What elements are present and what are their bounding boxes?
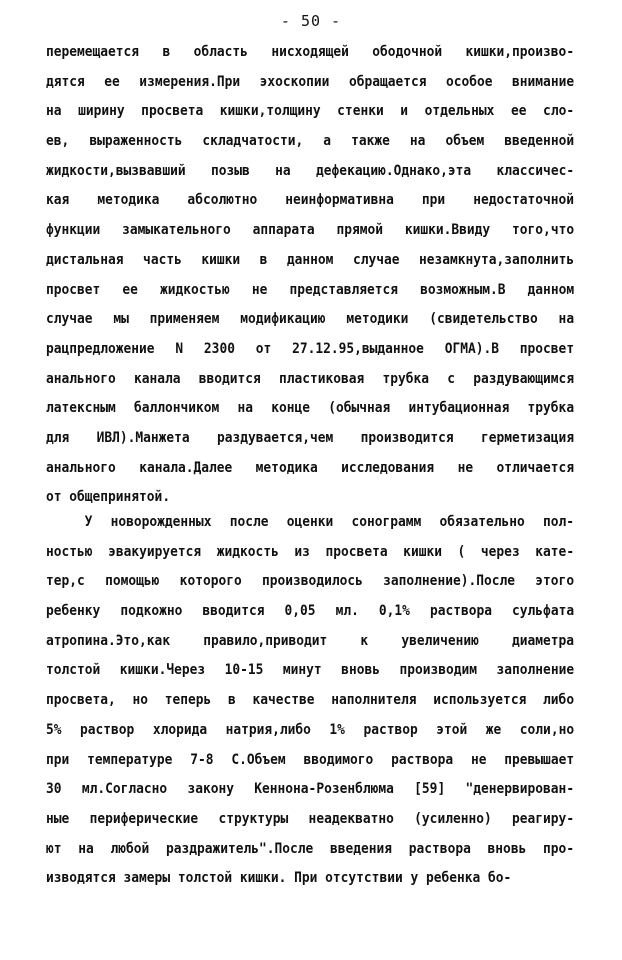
text-line: перемещается в область нисходящей ободочной кишки,произво- [46,44,575,60]
text-line: при температуре 7-8 С.Объем вводимого раствора не превышает [46,751,575,768]
text-line: функции замыкательного аппарата прямой кишки.Ввиду того,что [46,222,575,239]
text-line: 5% раствор хлорида натрия,либо 1% раствор этой же соли,но [46,721,575,738]
text-line: случае мы применяем модификацию методики (свидетельство на [46,311,575,328]
text-line: ев, выраженность складчатости, а также на объем введенной [46,133,575,150]
text-line: изводятся замеры толстой кишки. При отсутствии у ребенка бо- [46,870,512,887]
text-line: ребенку подкожно вводится 0,05 мл. 0,1% раствора сульфата [46,603,575,620]
paragraph-1 [46,38,575,513]
text-line: атропина.Это,как правило,приводит к увеличению диаметра [46,632,575,649]
text-line: дятся ее измерения.При эхоскопии обращается особое внимание [46,73,575,90]
text-line: кая методика абсолютно неинформативна при недостаточной [46,192,575,209]
text-line: ные периферические структуры неадекватно (усиленно) реагиру- [46,810,575,827]
text-line: для ИВЛ).Манжета раздувается,чем производится герметизация [46,429,575,446]
text-line: от общепринятой. [46,489,171,506]
text-line: ют на любой раздражитель".После введения раствора вновь про- [46,840,575,857]
text-line: У новорожденных после оценки сонограмм обязательно пол- [84,514,575,530]
text-line: просвет ее жидкостью не представляется возможным.В данном [46,281,575,298]
text-line: жидкости,вызвавший позыв на дефекацию.Однако,эта классичес- [46,162,575,179]
text-line: дистальная часть кишки в данном случае незамкнута,заполнить [46,251,575,268]
text-line: ностью эвакуируется жидкость из просвета кишки ( через кате- [46,543,575,560]
text-line: просвета, но теперь в качестве наполнителя используется либо [46,692,575,709]
paragraph-2 [46,508,575,894]
text-line: анального канала вводится пластиковая трубка с раздувающимся [46,370,575,387]
text-line: рацпредложение N 2300 от 27.12.95,выданное ОГМА).В просвет [46,340,575,357]
text-line: толстой кишки.Через 10-15 минут вновь производим заполнение [46,662,575,679]
text-line: на ширину просвета кишки,толщину стенки и отдельных ее сло- [46,103,575,120]
text-line: латексным баллончиком на конце (обычная интубационная трубка [46,400,575,417]
text-line: анального канала.Далее методика исследования не отличается [46,459,575,476]
text-line: 30 мл.Согласно закону Кеннона-Розенблюма [59] "денервирован- [46,781,575,798]
text-line: тер,с помощью которого производилось заполнение).После этого [46,573,575,590]
page-number: - 50 - [280,12,342,30]
